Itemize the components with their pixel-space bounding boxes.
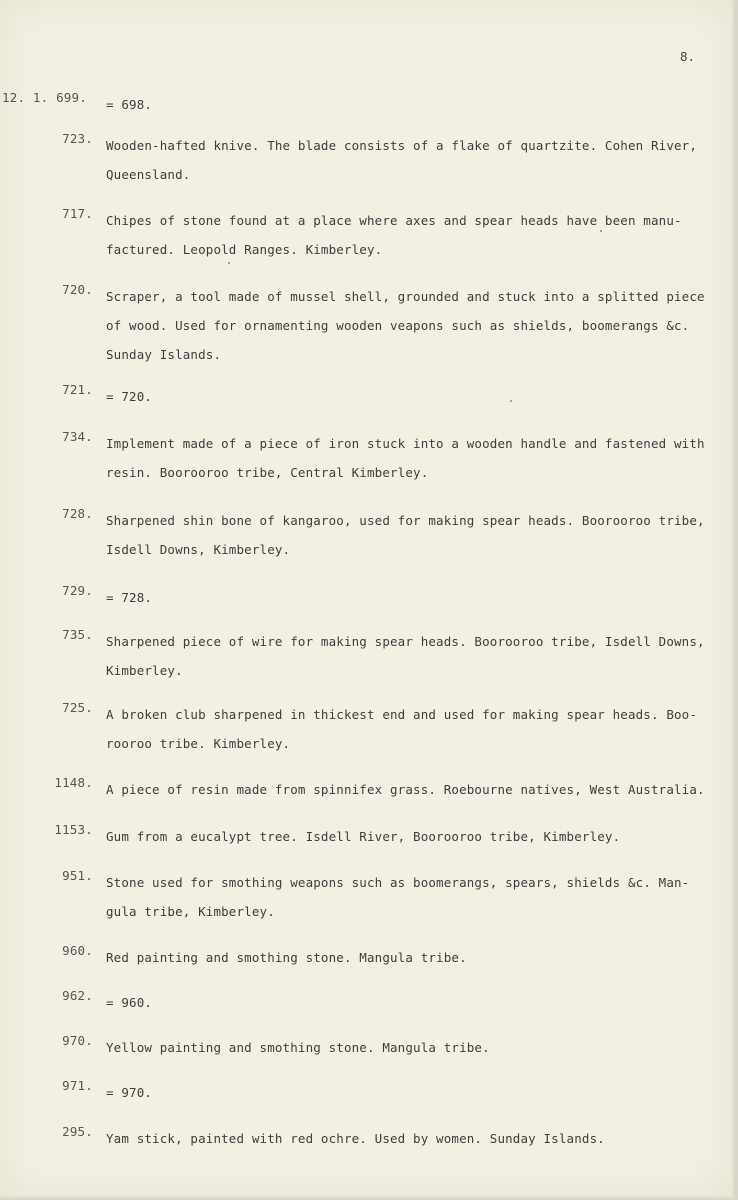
entry-text-line: Implement made of a piece of iron stuck into a wooden handle and fastened with — [106, 436, 705, 451]
catalogue-number: 1148. — [54, 775, 93, 790]
catalogue-number: 720. — [62, 282, 93, 297]
catalogue-number: 951. — [62, 868, 93, 883]
entry-description — [106, 868, 706, 926]
paper-speck — [228, 262, 230, 264]
entry-text-line: = 970. — [106, 1085, 153, 1100]
entry-text-line: = 698. — [106, 97, 153, 112]
entry-text-line: Sharpened shin bone of kangaroo, used for making spear heads. Boorooroo tribe, — [106, 513, 705, 528]
entry-text-line: Stone used for smothing weapons such as boomerangs, spears, shields &c. Man- — [106, 875, 690, 890]
entry-description — [106, 131, 706, 189]
entry-text-line: rooroo tribe. Kimberley. — [106, 736, 291, 751]
catalogue-number: 717. — [62, 206, 93, 221]
entry-description — [106, 429, 706, 487]
catalogue-number: 729. — [62, 583, 93, 598]
entry-text-line: Sharpened piece of wire for making spear heads. Boorooroo tribe, Isdell Downs, — [106, 634, 705, 649]
entry-text-line: Scraper, a tool made of mussel shell, grounded and stuck into a splitted piece — [106, 289, 705, 304]
entry-text-line: factured. Leopold Ranges. Kimberley. — [106, 242, 383, 257]
catalogue-number: 970. — [62, 1033, 93, 1048]
catalogue-number: 295. — [62, 1124, 93, 1139]
entry-text-line: resin. Boorooroo tribe, Central Kimberley. — [106, 465, 429, 480]
catalogue-number: 725. — [62, 700, 93, 715]
paper-speck — [600, 230, 602, 232]
entry-text-line: Yellow painting and smothing stone. Mangula tribe. — [106, 1040, 490, 1055]
entry-description — [106, 506, 706, 564]
catalogue-number: 728. — [62, 506, 93, 521]
registration-number: 12. 1. 699. — [2, 90, 87, 105]
entry-text-line: A broken club sharpened in thickest end and used for making spear heads. Boo- — [106, 707, 698, 722]
entry-description — [106, 282, 706, 369]
entry-description — [106, 700, 706, 758]
entry-text-line: Wooden-hafted knive. The blade consists of a flake of quartzite. Cohen River, — [106, 138, 698, 153]
entry-text-line: = 728. — [106, 590, 153, 605]
entry-description — [106, 382, 706, 411]
entry-description — [106, 1078, 706, 1107]
entry-description — [106, 775, 706, 804]
catalogue-number: 962. — [62, 988, 93, 1003]
catalogue-number: 1153. — [54, 822, 93, 837]
catalogue-number: 960. — [62, 943, 93, 958]
entry-text-line: = 720. — [106, 389, 153, 404]
entry-description — [106, 1033, 706, 1062]
catalogue-number: 735. — [62, 627, 93, 642]
catalogue-number: 723. — [62, 131, 93, 146]
entry-description — [106, 822, 706, 851]
entry-description — [106, 583, 706, 612]
catalogue-number: 971. — [62, 1078, 93, 1093]
entry-text-line: Gum from a eucalypt tree. Isdell River, Boorooroo tribe, Kimberley. — [106, 829, 621, 844]
entry-text-line: Chipes of stone found at a place where axes and spear heads have been manu- — [106, 213, 682, 228]
catalogue-number: 721. — [62, 382, 93, 397]
entry-description — [106, 627, 706, 685]
paper-speck — [510, 400, 512, 402]
entry-text-line: Yam stick, painted with red ochre. Used by women. Sunday Islands. — [106, 1131, 605, 1146]
page-number: 8. — [680, 49, 696, 64]
entry-text-line: of wood. Used for ornamenting wooden veapons such as shields, boomerangs &c. — [106, 318, 690, 333]
entry-text-line: Queensland. — [106, 167, 191, 182]
entry-text-line: A piece of resin made from spinnifex grass. Roebourne natives, West Australia. — [106, 782, 705, 797]
catalogue-number: 734. — [62, 429, 93, 444]
entry-description — [106, 90, 706, 119]
entry-description — [106, 943, 706, 972]
entry-description — [106, 206, 706, 264]
entry-text-line: gula tribe, Kimberley. — [106, 904, 275, 919]
entry-description — [106, 988, 706, 1017]
entry-text-line: = 960. — [106, 995, 153, 1010]
entry-text-line: Isdell Downs, Kimberley. — [106, 542, 291, 557]
entry-description — [106, 1124, 706, 1153]
entry-text-line: Kimberley. — [106, 663, 183, 678]
entry-text-line: Red painting and smothing stone. Mangula tribe. — [106, 950, 467, 965]
entry-text-line: Sunday Islands. — [106, 347, 222, 362]
